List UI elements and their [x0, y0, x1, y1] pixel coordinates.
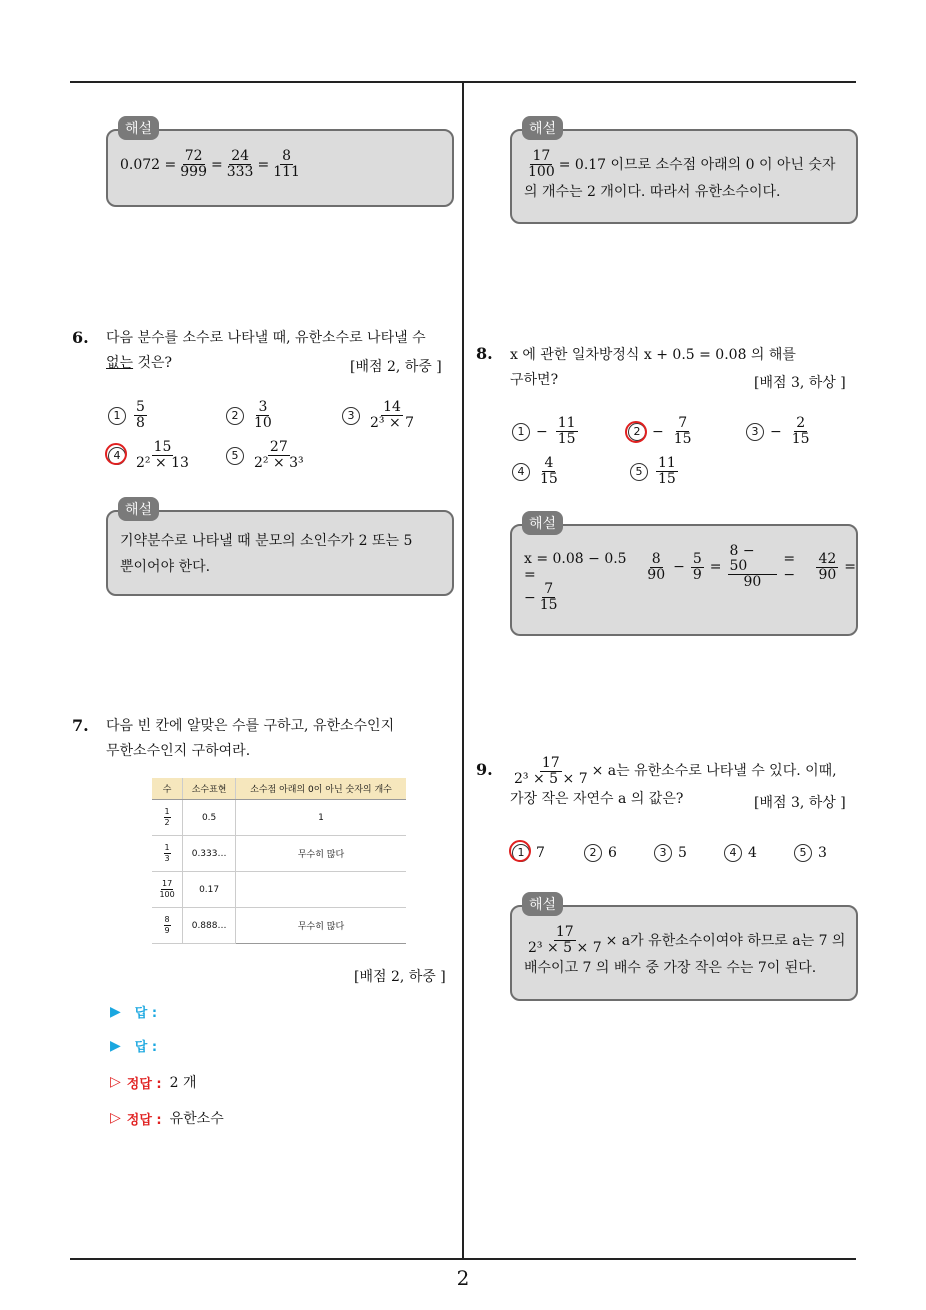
option-mark: 1 [512, 844, 530, 862]
q7-table [152, 778, 406, 944]
q6-sol-line1: 기약분수로 나타낼 때 분모의 소인수가 2 또는 5 [120, 533, 413, 549]
equals-minus: = − [783, 551, 796, 583]
row-fraction: $\frac{8}{9}$ [164, 915, 170, 935]
q6-line2-rest: 것은? [133, 355, 173, 371]
option-mark: 2 [226, 407, 244, 425]
row-decimal: 0.333… [183, 836, 236, 872]
correct-label: 정답 : [126, 1112, 162, 1128]
q6-option-5[interactable] [226, 440, 308, 471]
explanation-box-q6 [106, 510, 454, 596]
q8-opt1-frac: $\frac{11}{15}$ [557, 415, 576, 447]
question-number-7: 7. [72, 716, 89, 735]
option-value: 5 [678, 845, 687, 861]
sol5-frac-1: $\frac{72}{999}$ [180, 148, 207, 180]
row-count: 무수히 많다 [236, 836, 407, 872]
option-mark: 1 [512, 423, 530, 441]
q7-line1: 다음 빈 칸에 알맞은 수를 구하고, 유한소수인지 [106, 718, 395, 734]
q8-sol-frac-3: $\frac{8 - 50}{90}$ [728, 544, 778, 590]
option-value: 6 [608, 845, 617, 861]
bottom-rule [70, 1258, 856, 1260]
equals: = [211, 156, 223, 173]
q8-option-3[interactable] [746, 416, 814, 447]
q7-score: [배점 2, 하중 ] [354, 969, 446, 985]
q6-opt2-frac: $\frac{3}{10}$ [254, 399, 272, 431]
row-decimal: 0.17 [183, 872, 236, 908]
correct-answer-2 [110, 1108, 224, 1128]
q9-line2: 가장 작은 자연수 a 의 값은? [510, 791, 684, 807]
option-value: 4 [748, 845, 757, 861]
sol7-line1: = 0.17 이므로 소수점 아래의 0 이 아닌 숫자 [558, 156, 836, 173]
explanation-box-q5 [106, 129, 454, 207]
q6-line1: 다음 분수를 소수로 나타낼 때, 유한소수로 나타낼 수 [106, 330, 426, 346]
answer-label: 답 : [134, 1006, 158, 1021]
q6-sol-line2: 뿐이어야 한다. [120, 559, 211, 575]
option-mark: 4 [108, 447, 126, 465]
play-triangle-icon: ▶ [110, 1003, 121, 1020]
q8-line1: x 에 관한 일차방정식 x + 0.5̇ = 0.08̇ 의 해를 [510, 347, 796, 363]
q6-option-1[interactable] [108, 400, 149, 431]
question-number-8: 8. [476, 344, 493, 363]
minus: − [673, 559, 685, 575]
row-count: 무수히 많다 [236, 908, 407, 944]
table-row [152, 800, 406, 836]
explanation-tag: 해설 [118, 116, 159, 140]
option-mark: 4 [512, 463, 530, 481]
answer-line-2[interactable] [110, 1036, 165, 1055]
sign: − [524, 589, 536, 606]
q9-frac: $\frac{17}{\text{2³ × 5 × 7}}$ [514, 755, 588, 787]
question-7-text [106, 714, 456, 764]
row-decimal: 0.5 [183, 800, 236, 836]
sol7-frac: $\frac{17}{100}$ [528, 148, 555, 180]
q8-opt3-frac: $\frac{2}{15}$ [791, 415, 810, 447]
q8-line2: 구하면? [510, 372, 559, 388]
sol5-frac-2: $\frac{24}{333}$ [226, 148, 254, 180]
option-mark: 5 [630, 463, 648, 481]
q9-option-2[interactable] [584, 844, 617, 862]
sign: − [652, 423, 664, 440]
option-mark: 3 [746, 423, 764, 441]
explanation-box-q8 [510, 524, 858, 636]
option-mark: 4 [724, 844, 742, 862]
q8-sol-frac-4: $\frac{42}{90}$ [818, 550, 837, 583]
explanation-box-q7 [510, 129, 858, 224]
row-count: 1 [236, 800, 407, 836]
selected-answer-mark [509, 840, 531, 862]
option-mark: 5 [794, 844, 812, 862]
option-mark: 5 [226, 447, 244, 465]
q8-sol-frac-1: $\frac{8}{90}$ [647, 550, 666, 583]
q8-sol-frac-2: $\frac{5}{9}$ [692, 550, 702, 583]
question-number-6: 6. [72, 328, 89, 347]
q6-score: [배점 2, 하중 ] [350, 359, 442, 375]
outline-triangle-icon: ▷ [110, 1074, 121, 1090]
q8-opt5-frac: $\frac{11}{15}$ [658, 455, 676, 487]
sign: − [536, 423, 548, 440]
q8-option-1[interactable] [512, 416, 580, 447]
row-decimal: 0.888… [183, 908, 236, 944]
table-header: 소수점 아래의 0이 아닌 숫자의 개수 [236, 778, 407, 800]
q8-option-5[interactable] [630, 456, 680, 487]
equals: = [844, 559, 856, 575]
q8-opt4-frac: $\frac{4}{15}$ [540, 455, 558, 487]
option-mark: 3 [654, 844, 672, 862]
q6-opt3-frac: $\frac{14}{\text{2³ × 7}}$ [370, 399, 415, 431]
q8-option-4[interactable] [512, 456, 562, 487]
q9-option-5[interactable] [794, 844, 827, 862]
sol7-line2: 의 개수는 2 개이다. 따라서 유한소수이다. [524, 184, 781, 200]
sign: − [770, 423, 782, 440]
correct-value-1: 2 개 [169, 1075, 197, 1091]
option-mark: 1 [108, 407, 126, 425]
explanation-tag: 해설 [118, 497, 159, 521]
answer-line-1[interactable] [110, 1002, 165, 1021]
table-row [152, 908, 406, 944]
option-value: 3 [818, 845, 827, 861]
question-number-9: 9. [476, 760, 493, 779]
sol5-lhs: 0.072̇ = [120, 156, 177, 173]
page-number: 2 [456, 1266, 470, 1290]
answer-label: 답 : [134, 1040, 158, 1055]
sol5-frac-3: $\frac{8}{111}$ [273, 148, 300, 180]
q9-score: [배점 3, 하상 ] [754, 795, 846, 811]
q8-sol-start: x = 0.08̇ − 0.5̇ = [524, 551, 627, 583]
row-fraction: $\frac{1}{3}$ [164, 843, 170, 863]
table-row [152, 872, 406, 908]
q7-line2: 무한소수인지 구하여라. [106, 743, 251, 759]
table-header: 소수표현 [183, 778, 236, 800]
q6-opt4-frac: $\frac{15}{\text{2² × 13}}$ [136, 439, 189, 471]
q8-sol-frac-5: $\frac{7}{15}$ [539, 581, 558, 613]
outline-triangle-icon: ▷ [110, 1110, 121, 1126]
option-value: 7 [536, 845, 545, 861]
row-fraction: $\frac{17}{100}$ [159, 879, 175, 899]
q9-line1: × a는 유한소수로 나타낼 수 있다. 이때, [591, 763, 837, 779]
q9-sol-line2: 배수이고 7 의 배수 중 가장 작은 수는 7이 된다. [524, 960, 817, 976]
q8-score: [배점 3, 하상 ] [754, 375, 846, 391]
table-header: 수 [152, 778, 183, 800]
correct-answer-1 [110, 1072, 197, 1092]
table-row [152, 836, 406, 872]
q9-option-3[interactable] [654, 844, 687, 862]
explanation-tag: 해설 [522, 116, 563, 140]
column-divider [462, 82, 464, 1260]
q6-option-2[interactable] [226, 400, 276, 431]
play-triangle-icon: ▶ [110, 1037, 121, 1054]
q6-option-3[interactable] [342, 400, 418, 431]
q6-underlined: 없는 [106, 355, 134, 371]
q8-opt2-frac: $\frac{7}{15}$ [673, 415, 692, 447]
selected-answer-mark [625, 421, 647, 443]
option-mark: 2 [628, 423, 646, 441]
q9-sol-frac: $\frac{17}{\text{2³ × 5 × 7}}$ [528, 924, 602, 956]
option-mark: 2 [584, 844, 602, 862]
selected-answer-mark [105, 443, 127, 465]
row-fraction: $\frac{1}{2}$ [164, 807, 170, 827]
equals: = [709, 559, 722, 575]
q6-opt5-frac: $\frac{27}{\text{2² × 3³}}$ [254, 439, 304, 471]
explanation-tag: 해설 [522, 892, 563, 916]
row-count-blank[interactable] [236, 872, 407, 908]
correct-value-2: 유한소수 [169, 1111, 224, 1127]
q6-opt1-frac: $\frac{5}{8}$ [136, 399, 145, 431]
q9-option-4[interactable] [724, 844, 757, 862]
option-mark: 3 [342, 407, 360, 425]
explanation-box-q9 [510, 905, 858, 1001]
explanation-tag: 해설 [522, 511, 563, 535]
equals: = [257, 156, 270, 173]
correct-label: 정답 : [126, 1076, 162, 1092]
q9-sol-line1: × a가 유한소수이여야 하므로 a는 7 의 [605, 932, 846, 949]
